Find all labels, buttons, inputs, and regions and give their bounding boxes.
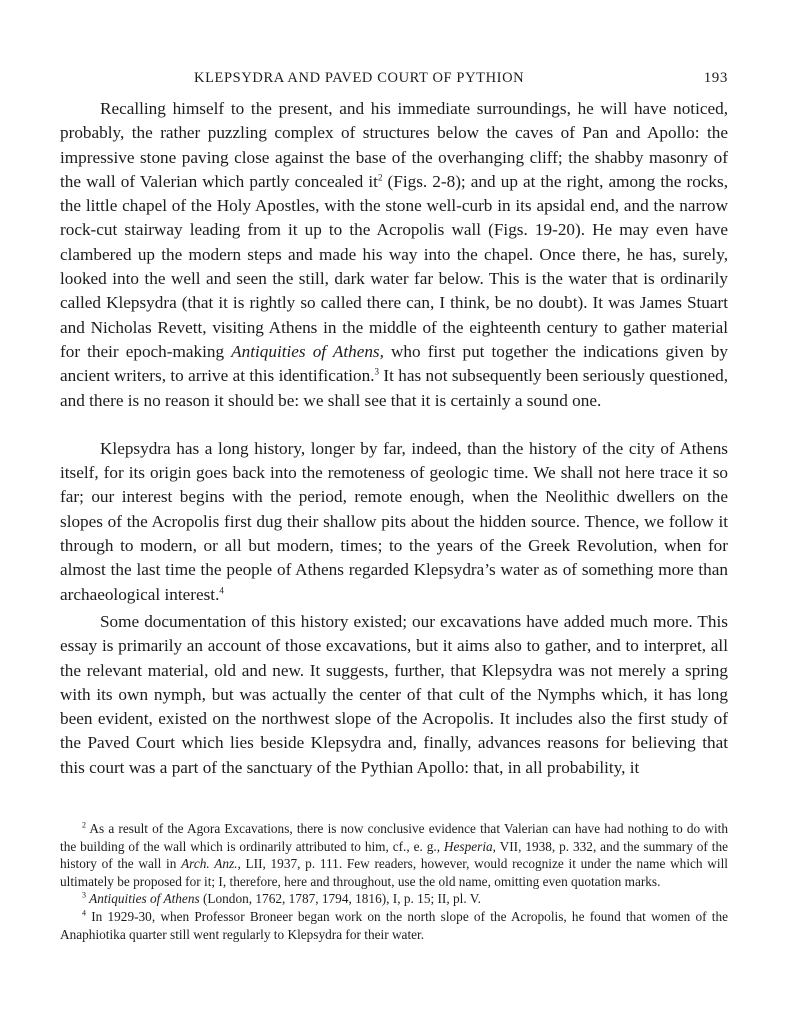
- footnote-2-text-c: , LII, 1937, p. 111. Few readers, however, would recognize it under the name which will ultimately be proposed for it; I, therefore, here and throughout, use the old name, omitting even quotation marks.: [60, 856, 728, 889]
- footnote-2-number: 2: [82, 820, 86, 830]
- footnote-3-text: (London, 1762, 1787, 1794, 1816), I, p. 15; II, pl. V.: [199, 891, 481, 907]
- footnote-2: [60, 820, 728, 890]
- footnote-ref-4: 4: [219, 584, 224, 595]
- paragraph-3-text: Some documentation of this history existed; our excavations have added much more. This essay is primarily an account of those excavations, but it aims also to gather, and to interpret, all the relevant material, old and new. It suggests, further, that Klepsydra was not merely a spring with its own nymph, but was actually the center of that cult of the Nymphs which, it has long been evident, existed on the northwest slope of the Acropolis. It includes also the first study of the Paved Court which lies beside Klepsydra and, finally, advances reasons for believing that this court was a part of the sanctuary of the Pythian Apollo: that, in all probability, it: [60, 611, 728, 777]
- footnote-ref-2: 2: [377, 172, 383, 183]
- paragraph-2: [60, 437, 728, 607]
- footnote-3-number: 3: [82, 890, 86, 900]
- footnote-2-text-b: , VII, 1938, p. 332, and the summary of the history of the wall in: [60, 838, 728, 872]
- page-number: 193: [703, 70, 728, 86]
- paragraph-3: [60, 610, 728, 780]
- running-title: KLEPSYDRA AND PAVED COURT OF PYTHION: [194, 70, 525, 86]
- paragraph-1-text-d: It has not subsequently been seriously questioned, and there is no reason it should be: we shall see that it is certainly a sound one.: [60, 366, 728, 410]
- footnote-ref-3: 3: [374, 366, 379, 377]
- footnote-3: [60, 890, 728, 908]
- page-content: [60, 70, 728, 780]
- footnote-4-text: In 1929-30, when Professor Broneer began work on the north slope of the Acropolis, he found that women of the Anaphiotika quarter still went regularly to Klepsydra for their water.: [60, 908, 728, 942]
- footnotes: [60, 820, 728, 943]
- paragraph-1-text-b: (Figs. 2-8); and up at the right, among the rocks, the little chapel of the Holy Apostles, with the stone well-curb in its apsidal end, and the narrow rock-cut stairway leading from it up to the Acropolis wall (Figs. 19-20). He may even have clambered up the modern steps and made his way into the chapel. Once there, he has, surely, looked into the well and seen the still, dark water far below. This is the water that is ordinarily called Klepsydra (that it is rightly so called there can, I think, be no doubt). It was James Stuart and Nicholas Revett, visiting Athens in the middle of the eighteenth century to gather material for their epoch-making: [60, 171, 728, 361]
- paragraph-1: [60, 97, 728, 413]
- body-text: [60, 97, 728, 780]
- footnote-2-italic-arch-anz: Arch. Anz.: [181, 856, 238, 872]
- paragraph-1-text-a: Recalling himself to the present, and his immediate surroundings, he will have noticed, probably, the rather puzzling complex of structures below the caves of Pan and Apollo: the impressive stone paving close against the base of the overhanging cliff; the shabby masonry of the wall of Valerian which partly concealed it: [60, 99, 728, 191]
- footnote-3-italic: Antiquities of Athens: [86, 891, 200, 907]
- paragraph-2-text: Klepsydra has a long history, longer by far, indeed, than the history of the city of Athens itself, for its origin goes back into the remoteness of geologic time. We shall not here trace it so far; our interest begins with the period, remote enough, when the Neolithic dwellers on the slopes of the Acropolis first dug their shallow pits about the hidden source. Thence, we follow it through to modern, or all but modern, times; to the years of the Greek Revolution, when for almost the last time the people of Athens regarded Klepsydra’s water as of something more than archaeological interest.: [60, 438, 728, 604]
- paragraph-1-text-c: who first put together the indications given by ancient writers, to arrive at this identification.: [60, 341, 728, 386]
- footnote-2-italic-hesperia: Hesperia: [443, 838, 493, 854]
- footnote-4-number: 4: [82, 908, 86, 918]
- book-title-antiquities: Antiquities of Athens,: [231, 341, 384, 361]
- footnote-2-text-a: As a result of the Agora Excavations, there is now conclusive evidence that Valerian can have had nothing to do with the building of the wall which is ordinarily attributed to him, cf., e. g.,: [60, 821, 728, 854]
- running-head: [60, 70, 728, 94]
- footnote-4: [60, 908, 728, 943]
